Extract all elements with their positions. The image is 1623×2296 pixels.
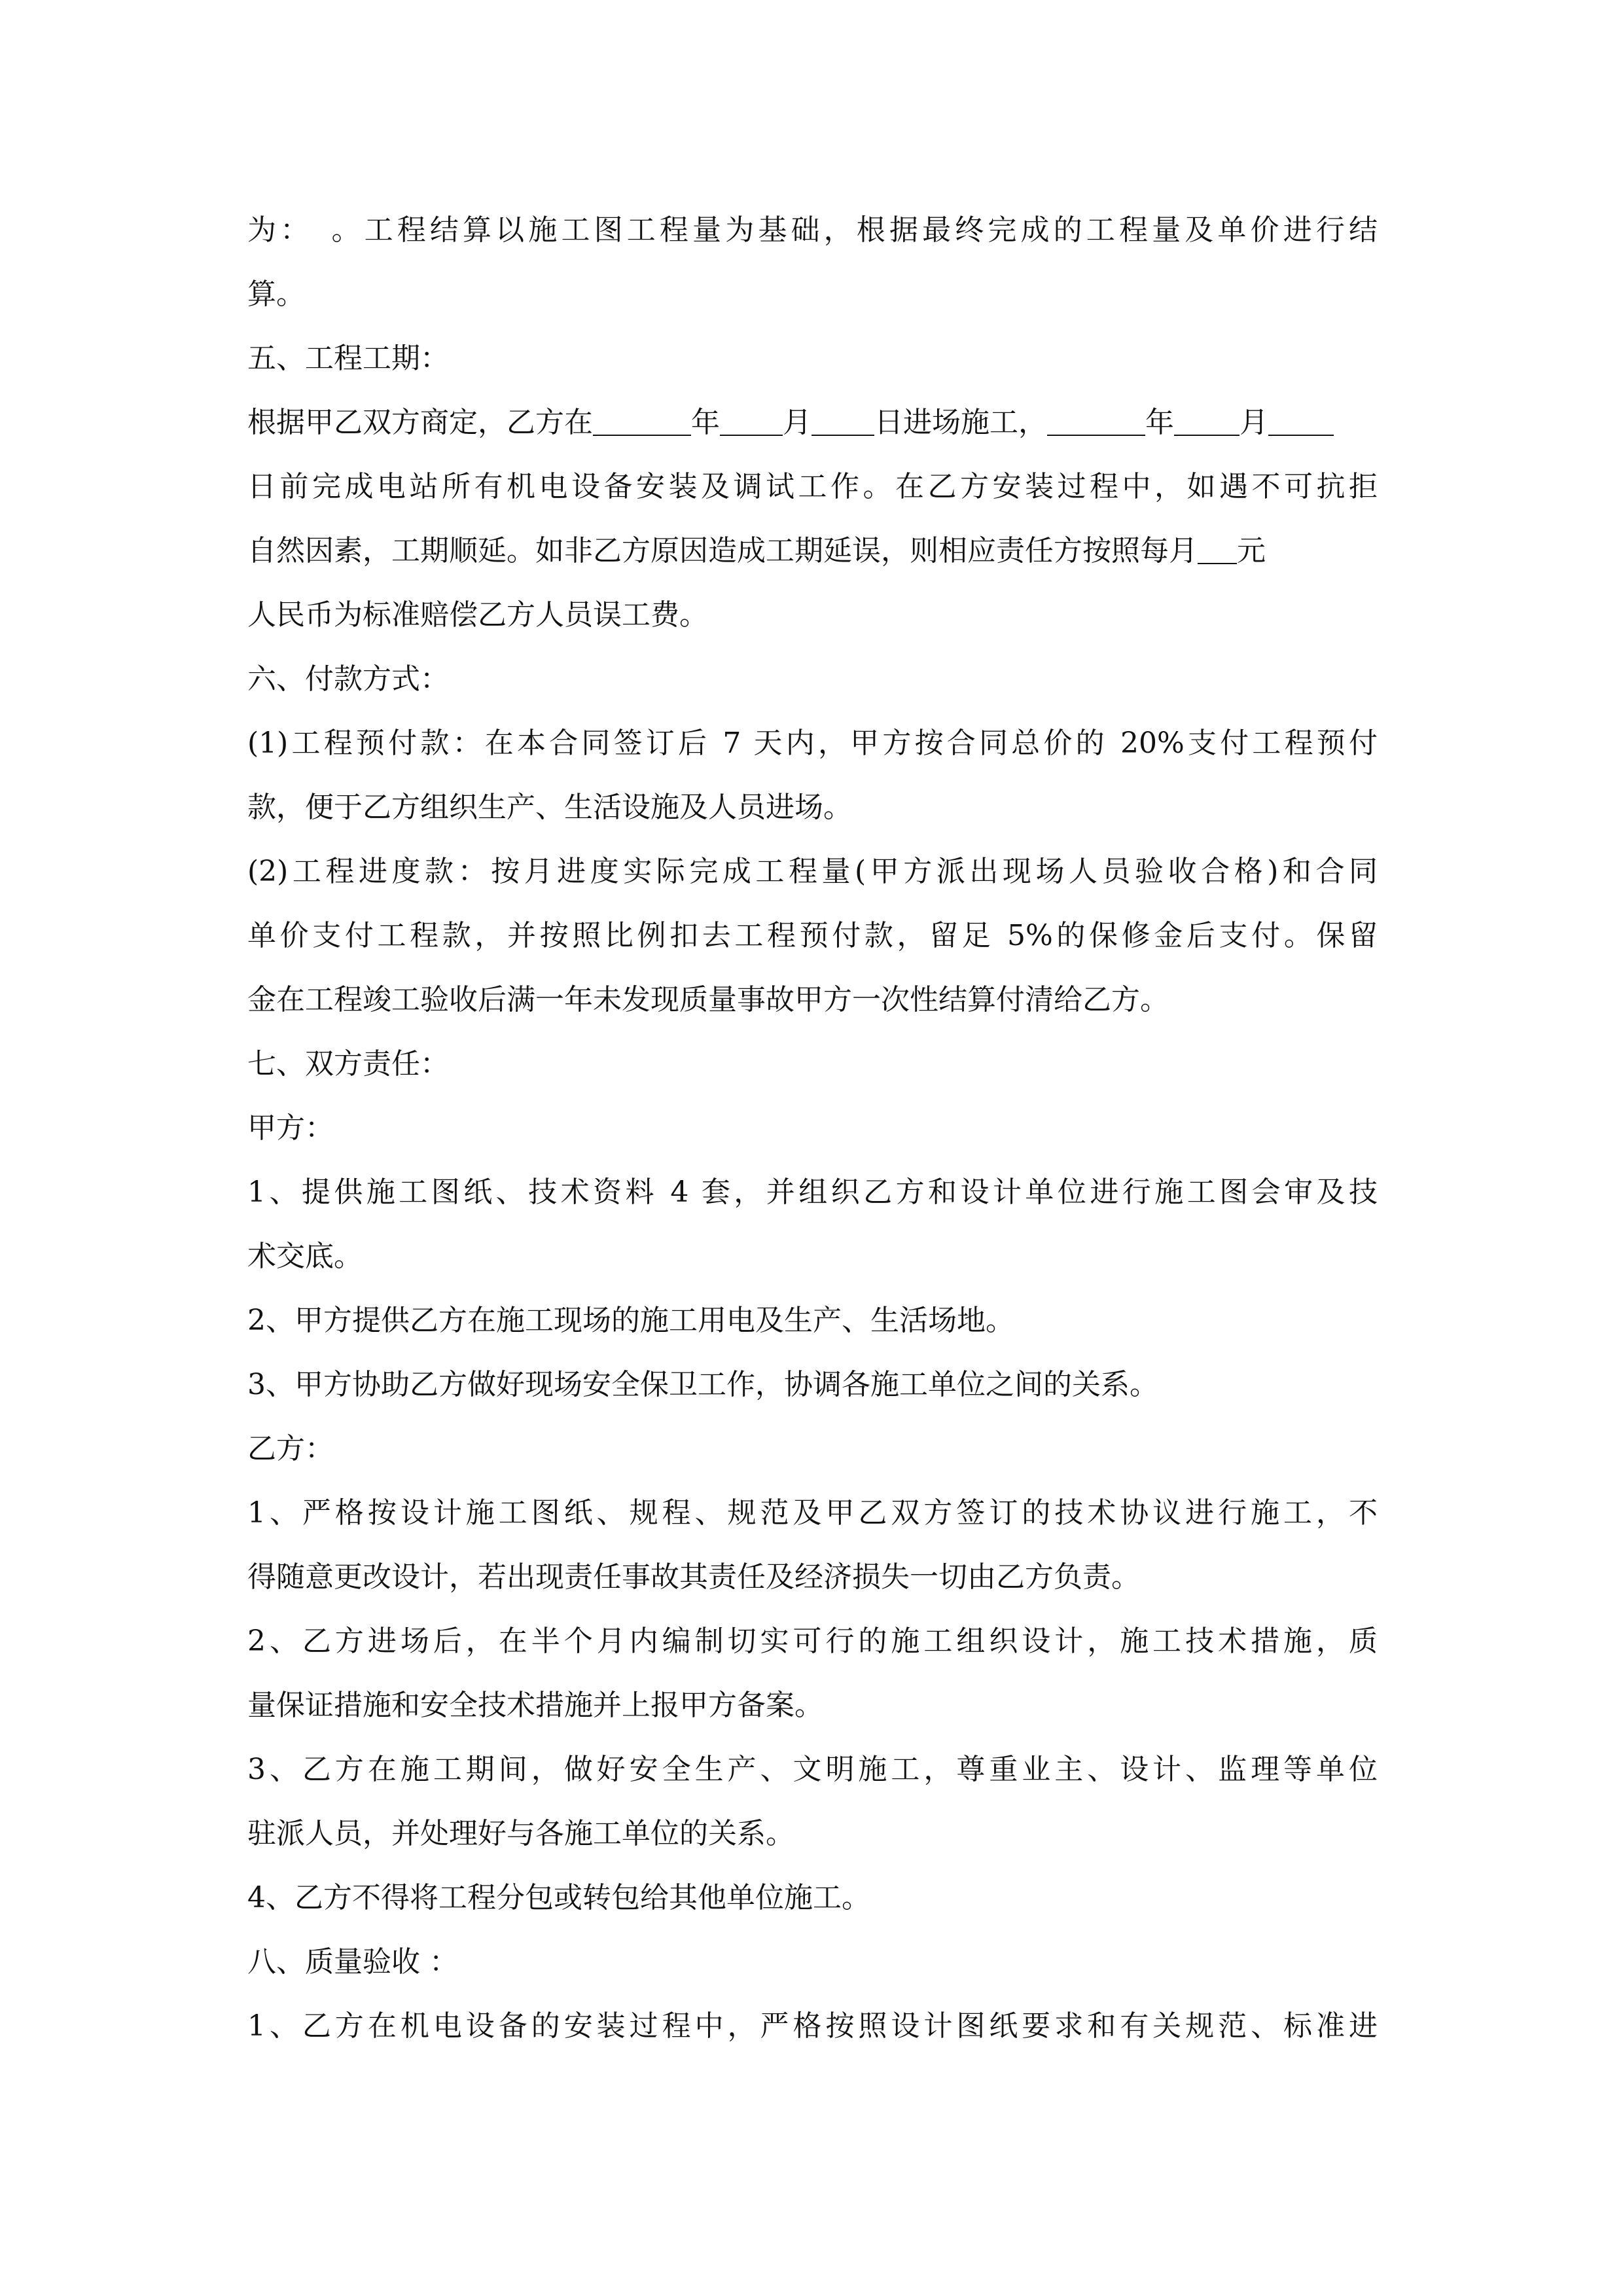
section-heading-quality: 八、质量验收 ： bbox=[247, 1945, 458, 1979]
text-line: 人民币为标准赔偿乙方人员误工费。 bbox=[247, 598, 708, 632]
text-segment: 月 bbox=[783, 406, 812, 439]
year-blank bbox=[1047, 408, 1145, 436]
text-line: 3、乙方在施工期间，做好安全生产、文明施工，尊重业主、设计、监理等单位 bbox=[247, 1753, 1378, 1786]
text-segment: 根据甲乙双方商定，乙方在 bbox=[247, 406, 593, 439]
text-line: 2、甲方提供乙方在施工现场的施工用电及生产、生活场地。 bbox=[247, 1304, 1014, 1337]
amount-blank bbox=[1198, 537, 1237, 564]
text-line: 术交底。 bbox=[247, 1240, 363, 1273]
text-line: 2、乙方进场后，在半个月内编制切实可行的施工组织设计，施工技术措施，质 bbox=[247, 1624, 1378, 1658]
text-segment: 日进场施工， bbox=[874, 406, 1047, 439]
year-blank bbox=[593, 408, 691, 436]
text-line: (1)工程预付款：在本合同签订后 7 天内，甲方按合同总价的 20%支付工程预付 bbox=[247, 726, 1378, 760]
party-b-heading: 乙方： bbox=[247, 1432, 334, 1465]
text-line: 得随意更改设计，若出现责任事故其责任及经济损失一切由乙方负责。 bbox=[247, 1560, 1140, 1594]
section-heading-responsibilities: 七、双方责任： bbox=[247, 1047, 449, 1081]
text-line: 1、提供施工图纸、技术资料 4 套，并组织乙方和设计单位进行施工图会审及技 bbox=[247, 1175, 1378, 1209]
text-line: 4、乙方不得将工程分包或转包给其他单位施工。 bbox=[247, 1881, 870, 1914]
day-blank bbox=[1268, 408, 1334, 436]
text-segment: 月 bbox=[1240, 406, 1268, 439]
document-body bbox=[247, 198, 1378, 2058]
text-segment: 自然因素，工期顺延。如非乙方原因造成工期延误，则相应责任方按照每月 bbox=[247, 534, 1198, 567]
text-line: 1、严格按设计施工图纸、规程、规范及甲乙双方签订的技术协议进行施工，不 bbox=[247, 1496, 1378, 1530]
compensation-line bbox=[247, 519, 1378, 583]
text-line: 日前完成电站所有机电设备安装及调试工作。在乙方安装过程中，如遇不可抗拒 bbox=[247, 470, 1378, 503]
section-heading-payment: 六、付款方式： bbox=[247, 662, 449, 696]
text-line: 金在工程竣工验收后满一年未发现质量事故甲方一次性结算付清给乙方。 bbox=[247, 983, 1169, 1016]
text-line: 单价支付工程款，并按照比例扣去工程预付款，留足 5%的保修金后支付。保留 bbox=[247, 919, 1378, 952]
text-segment: 年 bbox=[1145, 406, 1174, 439]
text-segment: 年 bbox=[691, 406, 720, 439]
text-line: 驻派人员，并处理好与各施工单位的关系。 bbox=[247, 1817, 794, 1850]
schedule-dates-line bbox=[247, 391, 1378, 455]
text-line: (2)工程进度款：按月进度实际完成工程量(甲方派出现场人员验收合格)和合同 bbox=[247, 855, 1378, 888]
text-segment: 元 bbox=[1237, 534, 1266, 567]
text-line: 为： 。工程结算以施工图工程量为基础，根据最终完成的工程量及单价进行结 bbox=[247, 213, 1378, 247]
text-line: 1、乙方在机电设备的安装过程中，严格按照设计图纸要求和有关规范、标准进 bbox=[247, 2009, 1378, 2043]
party-a-heading: 甲方： bbox=[247, 1111, 334, 1145]
month-blank bbox=[1174, 408, 1240, 436]
text-line: 算。 bbox=[247, 278, 305, 311]
text-line: 量保证措施和安全技术措施并上报甲方备案。 bbox=[247, 1689, 823, 1722]
text-line: 3、甲方协助乙方做好现场安全保卫工作，协调各施工单位之间的关系。 bbox=[247, 1368, 1158, 1401]
month-blank bbox=[720, 408, 783, 436]
text-line: 款，便于乙方组织生产、生活设施及人员进场。 bbox=[247, 791, 852, 824]
section-heading-schedule: 五、工程工期： bbox=[247, 342, 449, 375]
day-blank bbox=[812, 408, 874, 436]
